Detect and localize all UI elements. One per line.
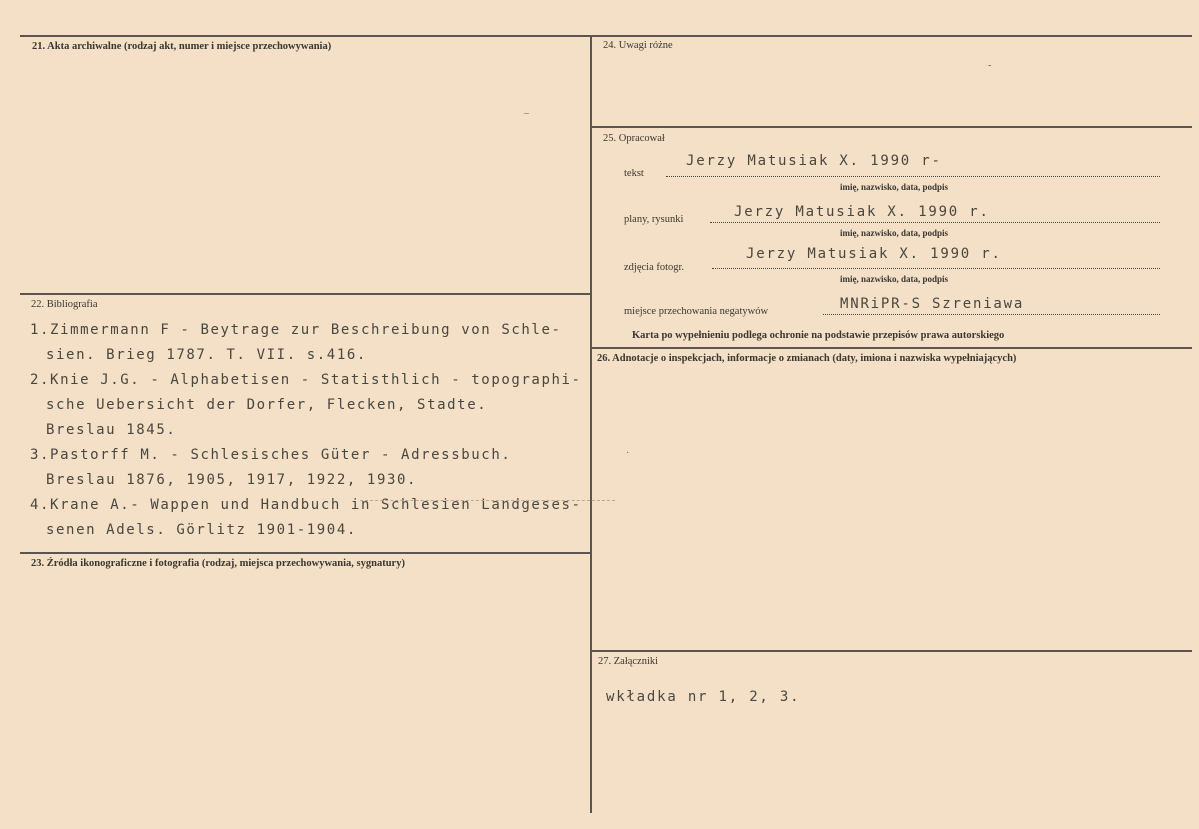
bibliography-list — [30, 318, 582, 543]
negatywy-dotline — [823, 314, 1160, 315]
section-27-label: 27. Załączniki — [598, 656, 659, 667]
negatywy-label: miejsce przechowania negatywów — [624, 306, 769, 317]
paste-line — [360, 500, 615, 501]
zdjecia-caption: imię, nazwisko, data, podpis — [840, 274, 949, 284]
copyright-notice: Karta po wypełnieniu podlega ochronie na podstawie przepisów prawa autorskiego — [632, 330, 1005, 341]
tekst-value: Jerzy Matusiak X. 1990 r- — [686, 153, 942, 169]
bibliography-line: 2.Knie J.G. - Alphabetisen - Statisthlich - topographi- — [30, 372, 582, 388]
divider-24-25 — [591, 126, 1192, 128]
zdjecia-dotline — [712, 268, 1160, 269]
divider-26-27 — [591, 650, 1192, 652]
bibliography-line: 3.Pastorff M. - Schlesisches Güter - Adressbuch. — [30, 447, 512, 463]
negatywy-value: MNRiPR-S Szreniawa — [840, 296, 1025, 312]
section-21-label: 21. Akta archiwalne (rodzaj akt, numer i miejsce przechowywania) — [32, 41, 332, 52]
plany-value: Jerzy Matusiak X. 1990 r. — [734, 204, 990, 220]
attachments-value: wkładka nr 1, 2, 3. — [606, 689, 801, 705]
section-26-label: 26. Adnotacje o inspekcjach, informacje o zmianach (daty, imiona i nazwiska wypełniających) — [597, 353, 1017, 364]
top-border — [20, 35, 1192, 37]
stray-mark: · — [626, 448, 630, 459]
stray-mark: - — [988, 60, 992, 71]
section-22-label: 22. Bibliografia — [31, 299, 98, 310]
section-24-label: 24. Uwagi różne — [603, 40, 673, 51]
zdjecia-value: Jerzy Matusiak X. 1990 r. — [746, 246, 1002, 262]
plany-dotline — [710, 222, 1160, 223]
divider-21-22 — [20, 293, 591, 295]
bibliography-line: 1.Zimmermann F - Beytrage zur Beschreibung von Schle- — [30, 322, 562, 338]
bibliography-line: 4.Krane A.- Wappen und Handbuch in Schlesien Landgeses- — [30, 497, 582, 513]
divider-25-26 — [591, 347, 1192, 349]
bibliography-line: Breslau 1845. — [46, 422, 177, 438]
center-divider — [590, 35, 592, 813]
tekst-label: tekst — [624, 168, 644, 179]
section-23-label: 23. Źródła ikonograficzne i fotografia (rodzaj, miejsca przechowywania, sygnatury) — [31, 558, 405, 569]
divider-22-23 — [20, 552, 591, 554]
plany-caption: imię, nazwisko, data, podpis — [840, 228, 949, 238]
tekst-caption: imię, nazwisko, data, podpis — [840, 182, 949, 192]
stray-mark: – — [524, 108, 529, 119]
bibliography-line: sche Uebersicht der Dorfer, Flecken, Stadte. — [46, 397, 488, 413]
zdjecia-label: zdjęcia fotogr. — [624, 262, 685, 273]
bibliography-line: sien. Brieg 1787. T. VII. s.416. — [46, 347, 367, 363]
section-25-label: 25. Opracował — [603, 133, 665, 144]
bibliography-line: Breslau 1876, 1905, 1917, 1922, 1930. — [46, 472, 418, 488]
tekst-dotline — [666, 176, 1160, 177]
plany-label: plany, rysunki — [624, 214, 684, 225]
bibliography-line: senen Adels. Görlitz 1901-1904. — [46, 522, 357, 538]
